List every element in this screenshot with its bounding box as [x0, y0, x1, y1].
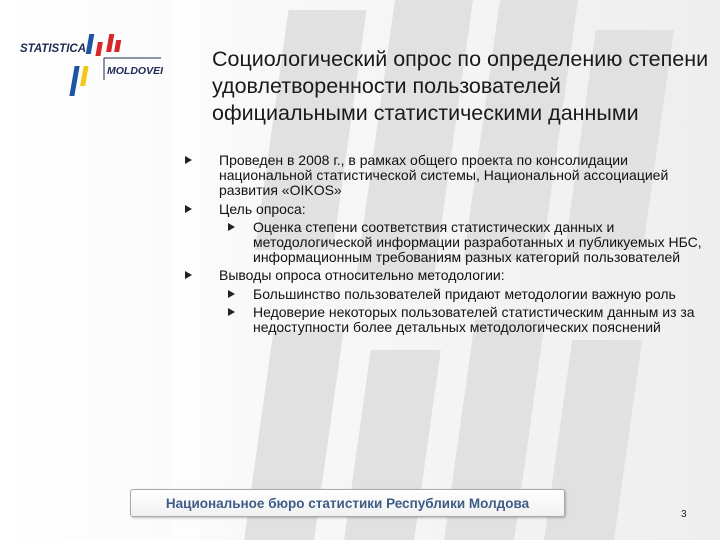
- statistica-moldovei-logo: [18, 30, 163, 102]
- arrow-bullet-icon: [228, 290, 235, 298]
- footer-text: Национальное бюро статистики Республики Молдова: [165, 495, 530, 511]
- bullet-text: Цель опроса:: [219, 200, 306, 217]
- bullet-text: Проведен в 2008 г., в рамках общего проекта по консолидации национальной статистической системы, Национальной ассоциацией развития «OIKOS»: [219, 152, 669, 199]
- bullet-text: Выводы опроса относительно методологии:: [219, 267, 505, 284]
- svg-text:STATISTICA: STATISTICA: [20, 43, 87, 55]
- bullet-list: [182, 153, 702, 338]
- arrow-bullet-icon: [185, 271, 192, 279]
- list-item: [182, 305, 702, 335]
- list-item: [182, 153, 702, 199]
- arrow-bullet-icon: [185, 205, 192, 213]
- list-item: [182, 202, 702, 217]
- bullet-text: Недоверие некоторых пользователей статистическим данным из за недоступности более детальных методологических пояснений: [253, 303, 695, 336]
- page-number: 3: [681, 509, 687, 520]
- arrow-bullet-icon: [228, 308, 235, 316]
- slide-title: Социологический опрос по определению степени удовлетворенности пользователей официальными статистическими данными: [212, 47, 709, 125]
- bullet-text: Оценка степени соответствия статистических данных и методологической информации разработанных и публикуемых НБС, информационным требованиям разных категорий пользователей: [253, 218, 702, 266]
- footer-banner: [130, 489, 565, 517]
- list-item: [182, 287, 702, 302]
- arrow-bullet-icon: [185, 156, 192, 164]
- svg-text:MOLDOVEI: MOLDOVEI: [107, 65, 163, 77]
- bullet-text: Большинство пользователей придают методологии важную роль: [253, 285, 676, 302]
- list-item: [182, 220, 702, 266]
- list-item: [182, 268, 702, 283]
- arrow-bullet-icon: [228, 223, 235, 231]
